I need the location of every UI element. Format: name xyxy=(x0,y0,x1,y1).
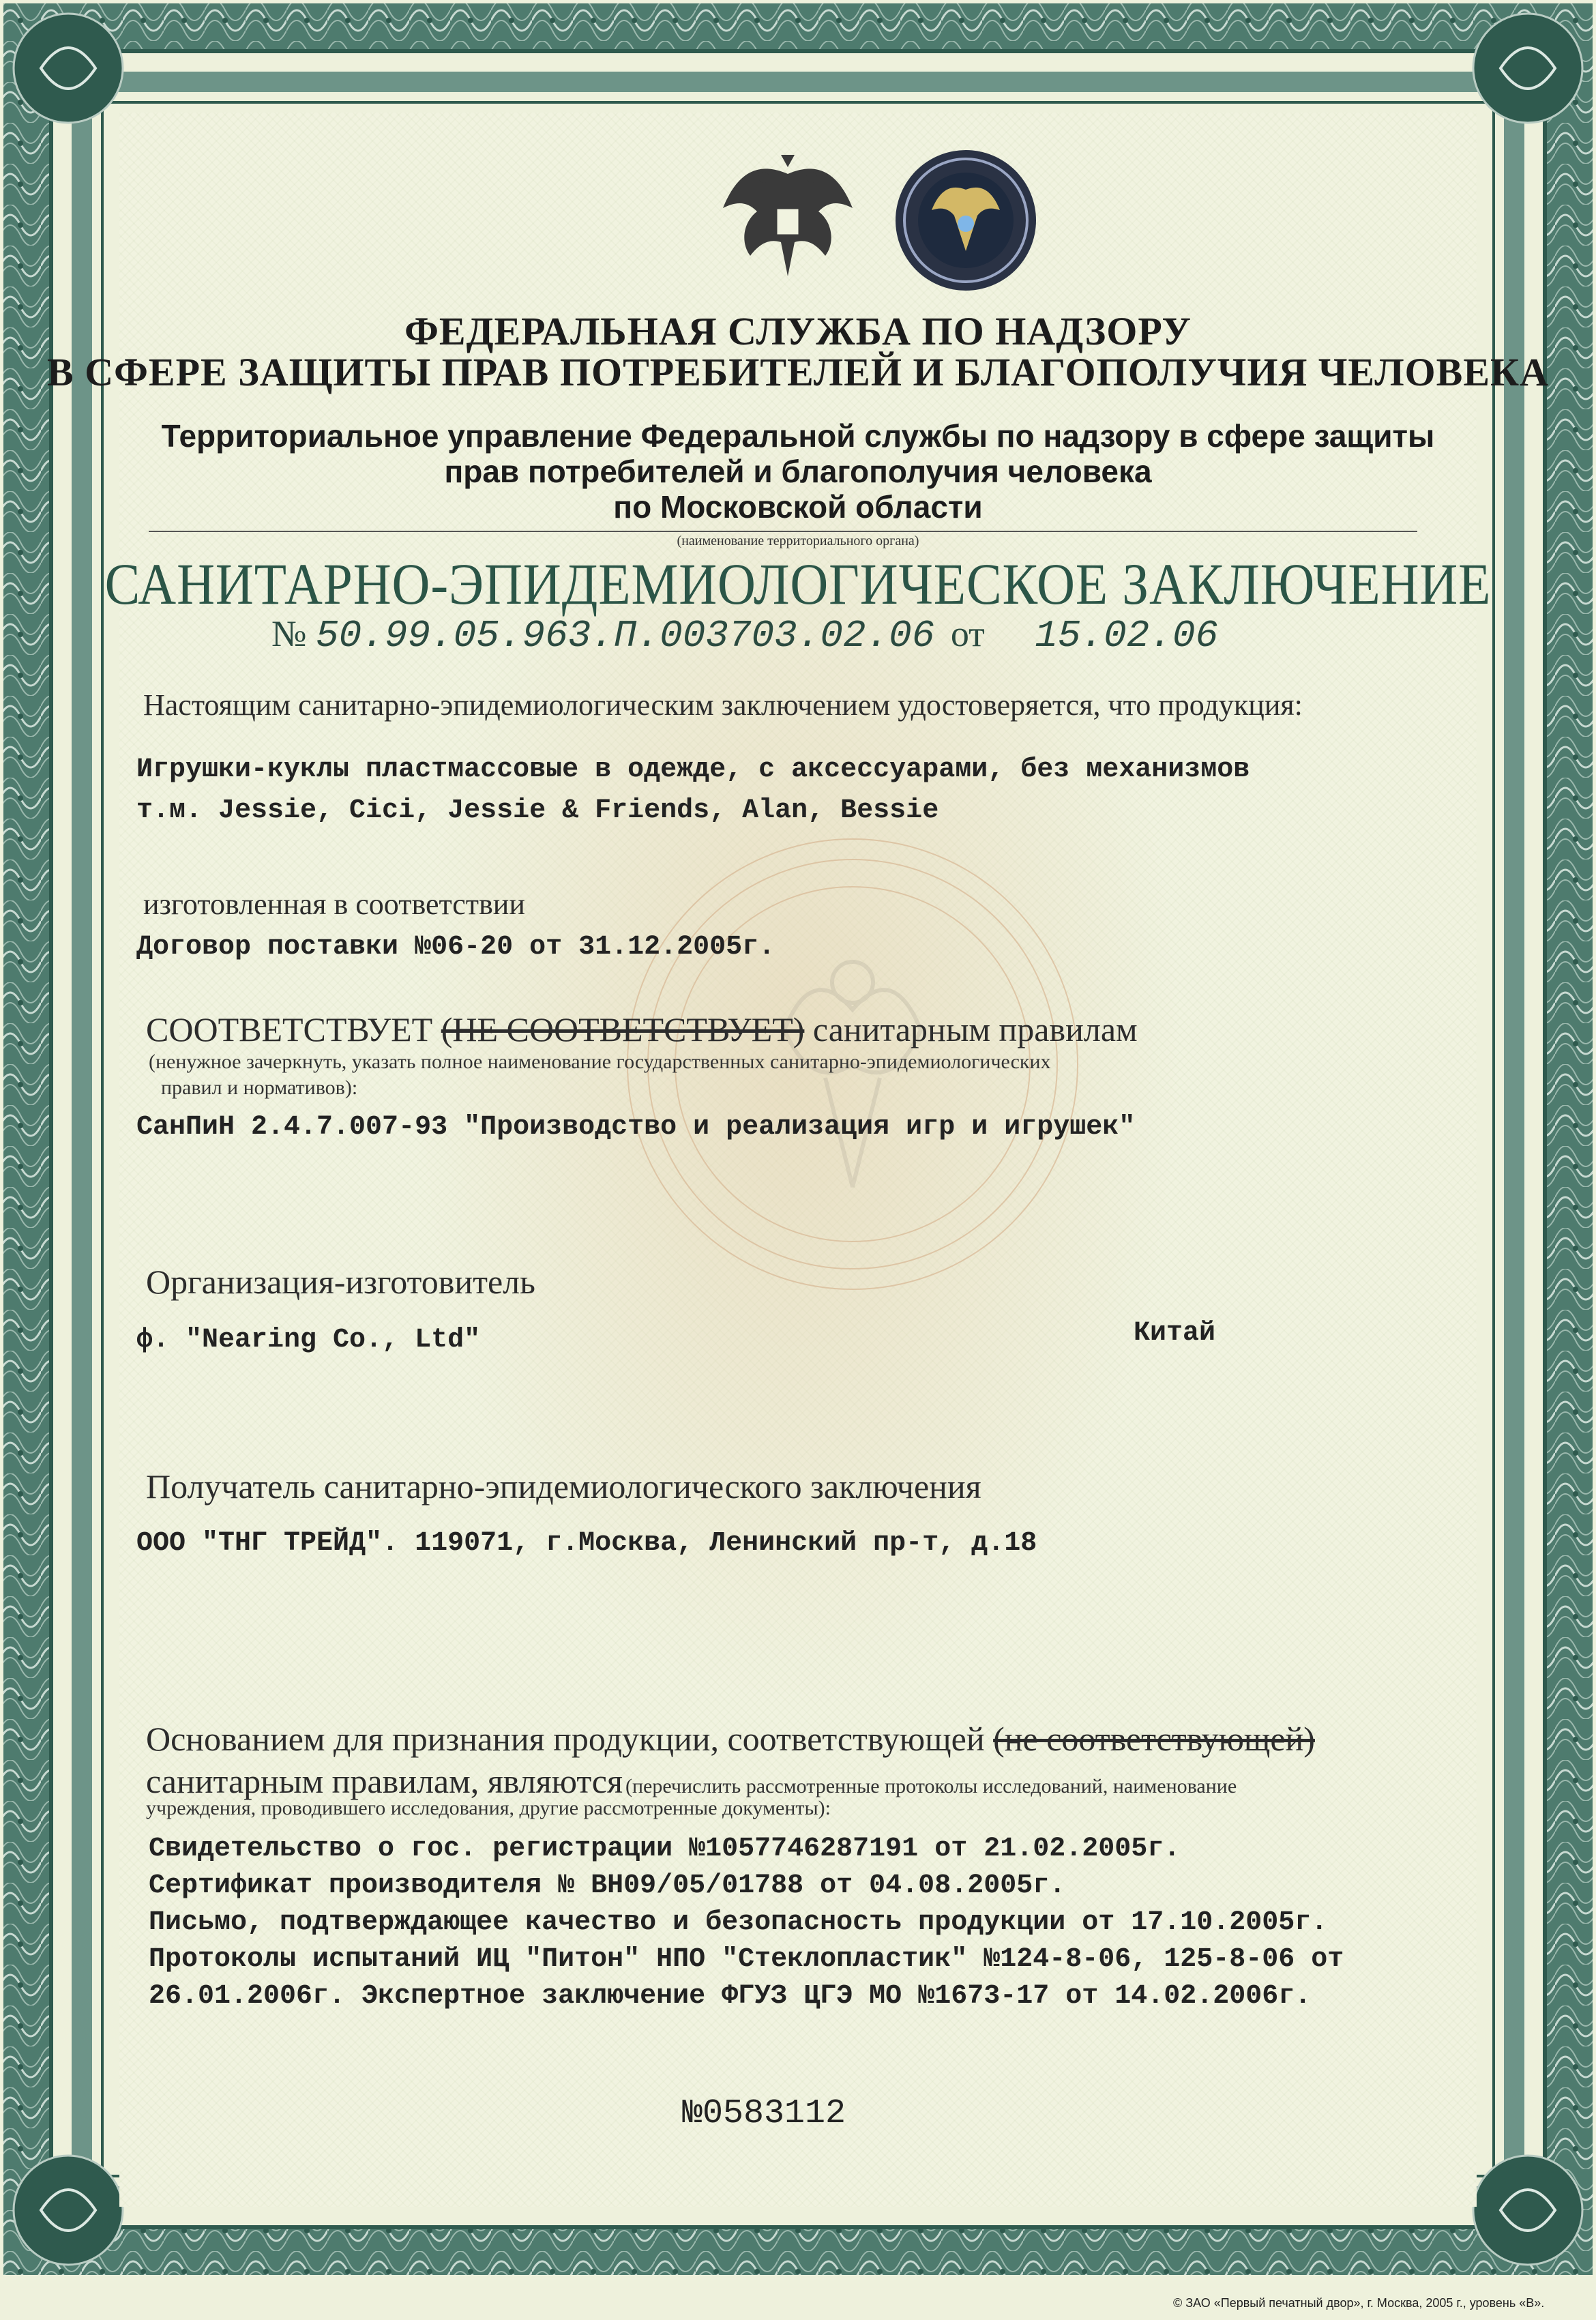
double-headed-eagle-icon xyxy=(709,147,866,290)
manufactured-label: изготовленная в соответствии xyxy=(143,887,525,921)
product-intro: Настоящим санитарно-эпидемиологическим заключением удостоверяется, что продукция: xyxy=(143,688,1303,722)
basis-line1 xyxy=(146,1719,1315,1759)
conformity-status: СООТВЕТСТВУЕТ xyxy=(146,1010,433,1048)
certificate-date: 15.02.06 xyxy=(1035,614,1219,658)
number-prefix: № xyxy=(271,613,307,654)
basis-doc1: Свидетельство о гос. регистрации №1057746287191 от 21.02.2005г. xyxy=(149,1834,1181,1864)
manufacturer-name: ф. "Nearing Co., Ltd" xyxy=(136,1325,481,1355)
certificate-title: САНИТАРНО-ЭПИДЕМИОЛОГИЧЕСКОЕ ЗАКЛЮЧЕНИЕ xyxy=(104,551,1492,617)
basis-doc2: Сертификат производителя № ВН09/05/01788 от 04.08.2005г. xyxy=(149,1870,1066,1901)
manufactured-value: Договор поставки №06-20 от 31.12.2005г. xyxy=(136,932,775,963)
recipient-value: ООО "ТНГ ТРЕЙД". 119071, г.Москва, Ленинский пр-т, д.18 xyxy=(136,1528,1037,1559)
territory-note: (наименование территориального органа) xyxy=(677,533,919,548)
certificate-number: 50.99.05.963.П.003703.02.06 xyxy=(316,614,935,658)
recipient-label: Получатель санитарно-эпидемиологического заключения xyxy=(146,1467,981,1506)
hologram-seal-icon xyxy=(884,149,1048,292)
territory-line3: по Московской области xyxy=(613,489,983,525)
basis-line2 xyxy=(146,1761,1237,1801)
basis-doc3: Письмо, подтверждающее качество и безопасность продукции от 17.10.2005г. xyxy=(149,1907,1328,1938)
agency-title-line2: В СФЕРЕ ЗАЩИТЫ ПРАВ ПОТРЕБИТЕЛЕЙ И БЛАГОПОЛУЧИЯ ЧЕЛОВЕКА xyxy=(47,350,1549,394)
manufacturer-country: Китай xyxy=(1134,1318,1216,1349)
territory-line2: прав потребителей и благополучия человека xyxy=(444,454,1152,489)
agency-title-line1: ФЕДЕРАЛЬНАЯ СЛУЖБА ПО НАДЗОРУ xyxy=(404,309,1192,353)
basis-line2-start: санитарным правилам, являются xyxy=(146,1762,623,1800)
serial-number: №0583112 xyxy=(682,2094,846,2133)
basis-line1-start: Основанием для признания продукции, соответствующей xyxy=(146,1720,985,1758)
territory-line1: Территориальное управление Федеральной службы по надзору в сфере защиты xyxy=(161,418,1435,454)
manufacturer-label: Организация-изготовитель xyxy=(146,1263,535,1301)
conformity-value: СанПиН 2.4.7.007-93 "Производство и реализация игр и игрушек" xyxy=(136,1112,1136,1143)
date-prefix: от xyxy=(950,613,985,654)
basis-line3-note: учреждения, проводившего исследования, другие рассмотренные документы): xyxy=(146,1797,831,1819)
basis-line1-struck: (не соответствующей) xyxy=(993,1720,1315,1758)
territory-divider xyxy=(149,531,1417,532)
basis-line2-note: (перечислить рассмотренные протоколы исследований, наименование xyxy=(625,1775,1237,1797)
basis-doc4: Протоколы испытаний ИЦ "Питон" НПО "Стеклопластик" №124-8-06, 125-8-06 от xyxy=(149,1944,1344,1975)
conformity-note-line1: (ненужное зачеркнуть, указать полное наименование государственных санитарно-эпидемиологических xyxy=(149,1051,1051,1073)
printer-credit: © ЗАО «Первый печатный двор», г. Москва, 2005 г., уровень «В». xyxy=(1173,2296,1545,2310)
product-line1: Игрушки-куклы пластмассовые в одежде, с аксессуарами, без механизмов xyxy=(136,754,1250,785)
conformity-note-line2: правил и нормативов): xyxy=(161,1076,358,1099)
conformity-rest: санитарным правилам xyxy=(812,1010,1138,1048)
certificate-number-line xyxy=(271,613,1218,658)
basis-doc5: 26.01.2006г. Экспертное заключение ФГУЗ ЦГЭ МО №1673-17 от 14.02.2006г. xyxy=(149,1981,1312,2012)
conformity-line xyxy=(146,1010,1138,1049)
conformity-struck: (НЕ СООТВЕТСТВУЕТ) xyxy=(441,1010,805,1048)
product-line2: т.м. Jessie, Cici, Jessie & Friends, Alan, Bessie xyxy=(136,795,939,826)
